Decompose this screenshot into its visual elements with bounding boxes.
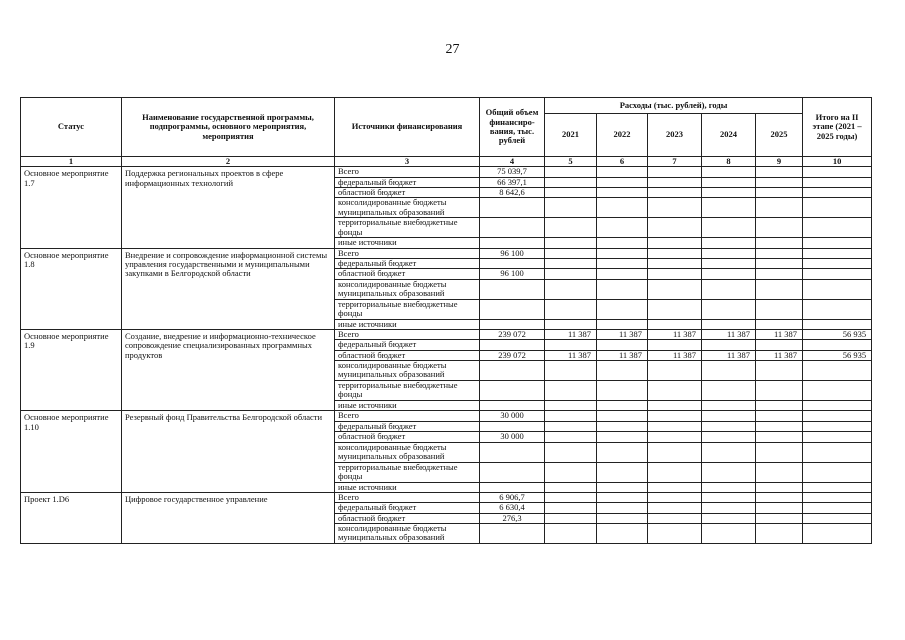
stage-total-cell <box>803 381 872 401</box>
stage-total-cell <box>803 340 872 350</box>
stage-total-cell <box>803 361 872 381</box>
year-2023-cell <box>648 442 702 462</box>
total-volume-cell <box>480 259 545 269</box>
year-2023-cell <box>648 340 702 350</box>
year-2025-cell <box>756 167 803 177</box>
total-volume-cell: 239 072 <box>480 350 545 360</box>
source-cell: областной бюджет <box>335 432 480 442</box>
col-number: 6 <box>597 157 648 167</box>
table-row <box>21 167 872 177</box>
year-2022-cell <box>597 248 648 258</box>
year-2024-cell <box>702 411 756 421</box>
year-2022-cell <box>597 401 648 411</box>
year-2023-cell <box>648 319 702 329</box>
stage-total-cell <box>803 198 872 218</box>
total-volume-cell: 75 039,7 <box>480 167 545 177</box>
year-2023-cell <box>648 523 702 543</box>
status-cell: Основное мероприятие 1.9 <box>21 330 122 411</box>
year-2025-cell <box>756 482 803 492</box>
source-cell: федеральный бюджет <box>335 340 480 350</box>
total-volume-cell <box>480 218 545 238</box>
year-2025-cell <box>756 188 803 198</box>
col-number: 9 <box>756 157 803 167</box>
stage-total-cell <box>803 188 872 198</box>
source-cell: иные источники <box>335 401 480 411</box>
year-2024-cell <box>702 188 756 198</box>
table-row <box>21 492 872 502</box>
year-2025-cell: 11 387 <box>756 330 803 340</box>
year-2023-cell <box>648 381 702 401</box>
year-2024-cell <box>702 299 756 319</box>
year-2021-cell <box>545 482 597 492</box>
source-cell: областной бюджет <box>335 188 480 198</box>
year-2024-cell <box>702 421 756 431</box>
stage-total-cell <box>803 432 872 442</box>
year-2022-cell <box>597 442 648 462</box>
year-2025-cell <box>756 259 803 269</box>
year-2024-cell <box>702 340 756 350</box>
year-2023-cell <box>648 167 702 177</box>
source-cell: территориальные внебюджетные фонды <box>335 218 480 238</box>
year-2024-cell <box>702 492 756 502</box>
source-cell: Всего <box>335 167 480 177</box>
year-2021-cell: 11 387 <box>545 350 597 360</box>
measure-name-cell: Поддержка региональных проектов в сфере информационных технологий <box>122 167 335 248</box>
year-2024-cell <box>702 319 756 329</box>
year-2021-cell <box>545 259 597 269</box>
year-2025-cell <box>756 381 803 401</box>
year-2021-cell <box>545 523 597 543</box>
year-2025-cell <box>756 238 803 248</box>
table-row <box>21 248 872 258</box>
year-2024-cell <box>702 401 756 411</box>
stage-total-cell <box>803 462 872 482</box>
year-2021-cell <box>545 361 597 381</box>
col-number: 4 <box>480 157 545 167</box>
stage-total-cell <box>803 238 872 248</box>
col-number: 5 <box>545 157 597 167</box>
year-2021-cell <box>545 492 597 502</box>
total-volume-cell <box>480 462 545 482</box>
year-2025-cell <box>756 462 803 482</box>
year-2023-cell <box>648 269 702 279</box>
stage-total-cell <box>803 401 872 411</box>
total-volume-cell <box>480 381 545 401</box>
year-2025-cell <box>756 492 803 502</box>
year-2023-cell <box>648 177 702 187</box>
financing-table <box>20 97 872 544</box>
stage-total-cell <box>803 319 872 329</box>
source-cell: территориальные внебюджетные фонды <box>335 381 480 401</box>
table-row <box>21 411 872 421</box>
source-cell: Всего <box>335 411 480 421</box>
year-2022-cell <box>597 462 648 482</box>
year-2021-cell <box>545 269 597 279</box>
year-2025-cell <box>756 218 803 238</box>
year-2022-cell <box>597 238 648 248</box>
table-body <box>21 167 872 544</box>
header-year-2025: 2025 <box>756 114 803 157</box>
header-year-2023: 2023 <box>648 114 702 157</box>
status-cell: Проект 1.D6 <box>21 492 122 543</box>
year-2025-cell <box>756 248 803 258</box>
header-expenses: Расходы (тыс. рублей), годы <box>545 98 803 114</box>
total-volume-cell <box>480 523 545 543</box>
source-cell: областной бюджет <box>335 350 480 360</box>
year-2021-cell <box>545 432 597 442</box>
page-number: 27 <box>445 42 460 57</box>
year-2025-cell <box>756 503 803 513</box>
year-2025-cell: 11 387 <box>756 350 803 360</box>
year-2022-cell <box>597 513 648 523</box>
year-2023-cell <box>648 299 702 319</box>
year-2024-cell <box>702 523 756 543</box>
year-2024-cell <box>702 259 756 269</box>
year-2023-cell <box>648 503 702 513</box>
year-2021-cell <box>545 340 597 350</box>
year-2023-cell: 11 387 <box>648 330 702 340</box>
source-cell: федеральный бюджет <box>335 177 480 187</box>
total-volume-cell <box>480 340 545 350</box>
year-2024-cell <box>702 279 756 299</box>
year-2023-cell <box>648 279 702 299</box>
year-2023-cell <box>648 482 702 492</box>
year-2023-cell <box>648 421 702 431</box>
year-2023-cell <box>648 218 702 238</box>
year-2025-cell <box>756 269 803 279</box>
stage-total-cell <box>803 259 872 269</box>
year-2021-cell <box>545 167 597 177</box>
total-volume-cell: 96 100 <box>480 269 545 279</box>
total-volume-cell <box>480 319 545 329</box>
stage-total-cell: 56 935 <box>803 330 872 340</box>
year-2021-cell <box>545 299 597 319</box>
status-cell: Основное мероприятие 1.7 <box>21 167 122 248</box>
total-volume-cell: 239 072 <box>480 330 545 340</box>
year-2022-cell <box>597 340 648 350</box>
total-volume-cell <box>480 198 545 218</box>
measure-name-cell: Резервный фонд Правительства Белгородской области <box>122 411 335 492</box>
total-volume-cell: 30 000 <box>480 411 545 421</box>
stage-total-cell <box>803 299 872 319</box>
year-2021-cell <box>545 319 597 329</box>
year-2023-cell <box>648 361 702 381</box>
measure-name-cell: Создание, внедрение и информационно-техническое сопровождение специализированных программных продуктов <box>122 330 335 411</box>
col-number: 8 <box>702 157 756 167</box>
year-2021-cell <box>545 188 597 198</box>
total-volume-cell <box>480 482 545 492</box>
col-number: 10 <box>803 157 872 167</box>
year-2025-cell <box>756 340 803 350</box>
year-2025-cell <box>756 361 803 381</box>
stage-total-cell <box>803 492 872 502</box>
year-2021-cell <box>545 503 597 513</box>
year-2023-cell <box>648 238 702 248</box>
header-status: Статус <box>21 98 122 157</box>
col-number: 7 <box>648 157 702 167</box>
year-2025-cell <box>756 432 803 442</box>
stage-total-cell <box>803 482 872 492</box>
stage-total-cell: 56 935 <box>803 350 872 360</box>
total-volume-cell: 276,3 <box>480 513 545 523</box>
source-cell: Всего <box>335 330 480 340</box>
stage-total-cell <box>803 218 872 238</box>
year-2023-cell <box>648 259 702 269</box>
year-2024-cell <box>702 381 756 401</box>
year-2025-cell <box>756 523 803 543</box>
year-2024-cell <box>702 248 756 258</box>
source-cell: Всего <box>335 248 480 258</box>
source-cell: федеральный бюджет <box>335 259 480 269</box>
total-volume-cell: 30 000 <box>480 432 545 442</box>
source-cell: территориальные внебюджетные фонды <box>335 462 480 482</box>
year-2025-cell <box>756 513 803 523</box>
year-2021-cell: 11 387 <box>545 330 597 340</box>
header-sources: Источники финансирования <box>335 98 480 157</box>
year-2021-cell <box>545 411 597 421</box>
year-2021-cell <box>545 421 597 431</box>
total-volume-cell <box>480 361 545 381</box>
year-2022-cell: 11 387 <box>597 350 648 360</box>
year-2024-cell <box>702 503 756 513</box>
total-volume-cell <box>480 401 545 411</box>
stage-total-cell <box>803 269 872 279</box>
year-2023-cell <box>648 513 702 523</box>
year-2024-cell <box>702 462 756 482</box>
source-cell: консолидированные бюджеты муниципальных образований <box>335 523 480 543</box>
col-number: 3 <box>335 157 480 167</box>
total-volume-cell: 6 906,7 <box>480 492 545 502</box>
year-2025-cell <box>756 177 803 187</box>
stage-total-cell <box>803 248 872 258</box>
year-2024-cell <box>702 198 756 218</box>
year-2021-cell <box>545 462 597 482</box>
col-number: 1 <box>21 157 122 167</box>
year-2024-cell <box>702 238 756 248</box>
year-2024-cell <box>702 167 756 177</box>
year-2022-cell <box>597 299 648 319</box>
year-2022-cell <box>597 319 648 329</box>
source-cell: консолидированные бюджеты муниципальных образований <box>335 442 480 462</box>
header-year-2021: 2021 <box>545 114 597 157</box>
year-2024-cell: 11 387 <box>702 330 756 340</box>
stage-total-cell <box>803 523 872 543</box>
year-2025-cell <box>756 421 803 431</box>
year-2023-cell <box>648 248 702 258</box>
stage-total-cell <box>803 513 872 523</box>
source-cell: Всего <box>335 492 480 502</box>
stage-total-cell <box>803 167 872 177</box>
source-cell: областной бюджет <box>335 513 480 523</box>
total-volume-cell: 96 100 <box>480 248 545 258</box>
year-2022-cell: 11 387 <box>597 330 648 340</box>
year-2021-cell <box>545 381 597 401</box>
year-2023-cell <box>648 462 702 482</box>
year-2022-cell <box>597 523 648 543</box>
year-2022-cell <box>597 177 648 187</box>
source-cell: иные источники <box>335 319 480 329</box>
year-2021-cell <box>545 238 597 248</box>
total-volume-cell: 66 397,1 <box>480 177 545 187</box>
year-2024-cell <box>702 513 756 523</box>
source-cell: консолидированные бюджеты муниципальных образований <box>335 198 480 218</box>
year-2021-cell <box>545 442 597 462</box>
year-2022-cell <box>597 381 648 401</box>
year-2023-cell <box>648 492 702 502</box>
year-2025-cell <box>756 279 803 299</box>
year-2021-cell <box>545 248 597 258</box>
column-numbers-row <box>21 157 872 167</box>
year-2024-cell <box>702 361 756 381</box>
total-volume-cell <box>480 442 545 462</box>
source-cell: иные источники <box>335 238 480 248</box>
year-2024-cell <box>702 432 756 442</box>
year-2022-cell <box>597 503 648 513</box>
source-cell: консолидированные бюджеты муниципальных образований <box>335 279 480 299</box>
year-2024-cell <box>702 442 756 462</box>
total-volume-cell: 8 642,6 <box>480 188 545 198</box>
total-volume-cell <box>480 299 545 319</box>
year-2021-cell <box>545 401 597 411</box>
year-2022-cell <box>597 482 648 492</box>
stage-total-cell <box>803 177 872 187</box>
year-2021-cell <box>545 513 597 523</box>
year-2021-cell <box>545 218 597 238</box>
year-2023-cell <box>648 188 702 198</box>
source-cell: областной бюджет <box>335 269 480 279</box>
stage-total-cell <box>803 411 872 421</box>
source-cell: консолидированные бюджеты муниципальных образований <box>335 361 480 381</box>
table-row <box>21 330 872 340</box>
total-volume-cell <box>480 279 545 299</box>
year-2025-cell <box>756 411 803 421</box>
year-2025-cell <box>756 401 803 411</box>
year-2022-cell <box>597 279 648 299</box>
year-2022-cell <box>597 167 648 177</box>
stage-total-cell <box>803 503 872 513</box>
header-total-volume: Общий объем финансиро-вания, тыс. рублей <box>480 98 545 157</box>
measure-name-cell: Цифровое государственное управление <box>122 492 335 543</box>
year-2025-cell <box>756 299 803 319</box>
stage-total-cell <box>803 421 872 431</box>
stage-total-cell <box>803 442 872 462</box>
year-2024-cell: 11 387 <box>702 350 756 360</box>
year-2022-cell <box>597 361 648 381</box>
year-2022-cell <box>597 421 648 431</box>
year-2023-cell <box>648 432 702 442</box>
year-2022-cell <box>597 269 648 279</box>
year-2023-cell <box>648 411 702 421</box>
year-2022-cell <box>597 492 648 502</box>
year-2021-cell <box>545 279 597 299</box>
year-2024-cell <box>702 269 756 279</box>
source-cell: территориальные внебюджетные фонды <box>335 299 480 319</box>
year-2022-cell <box>597 432 648 442</box>
year-2024-cell <box>702 482 756 492</box>
header-name: Наименование государственной программы, подпрограммы, основного мероприятия, мероприятия <box>122 98 335 157</box>
year-2023-cell: 11 387 <box>648 350 702 360</box>
year-2024-cell <box>702 177 756 187</box>
year-2023-cell <box>648 198 702 218</box>
year-2024-cell <box>702 218 756 238</box>
header-year-2022: 2022 <box>597 114 648 157</box>
total-volume-cell <box>480 238 545 248</box>
table-header <box>21 98 872 167</box>
col-number: 2 <box>122 157 335 167</box>
status-cell: Основное мероприятие 1.10 <box>21 411 122 492</box>
year-2022-cell <box>597 411 648 421</box>
year-2023-cell <box>648 401 702 411</box>
total-volume-cell: 6 630,4 <box>480 503 545 513</box>
year-2022-cell <box>597 218 648 238</box>
year-2022-cell <box>597 259 648 269</box>
measure-name-cell: Внедрение и сопровождение информационной системы управления государственными и муниципальными закупками в Белгородской области <box>122 248 335 329</box>
status-cell: Основное мероприятие 1.8 <box>21 248 122 329</box>
year-2022-cell <box>597 188 648 198</box>
source-cell: иные источники <box>335 482 480 492</box>
year-2021-cell <box>545 177 597 187</box>
year-2025-cell <box>756 442 803 462</box>
total-volume-cell <box>480 421 545 431</box>
stage-total-cell <box>803 279 872 299</box>
year-2022-cell <box>597 198 648 218</box>
header-stage-total: Итого на II этапе (2021 – 2025 годы) <box>803 98 872 157</box>
year-2025-cell <box>756 319 803 329</box>
year-2025-cell <box>756 198 803 218</box>
year-2021-cell <box>545 198 597 218</box>
source-cell: федеральный бюджет <box>335 503 480 513</box>
header-year-2024: 2024 <box>702 114 756 157</box>
source-cell: федеральный бюджет <box>335 421 480 431</box>
